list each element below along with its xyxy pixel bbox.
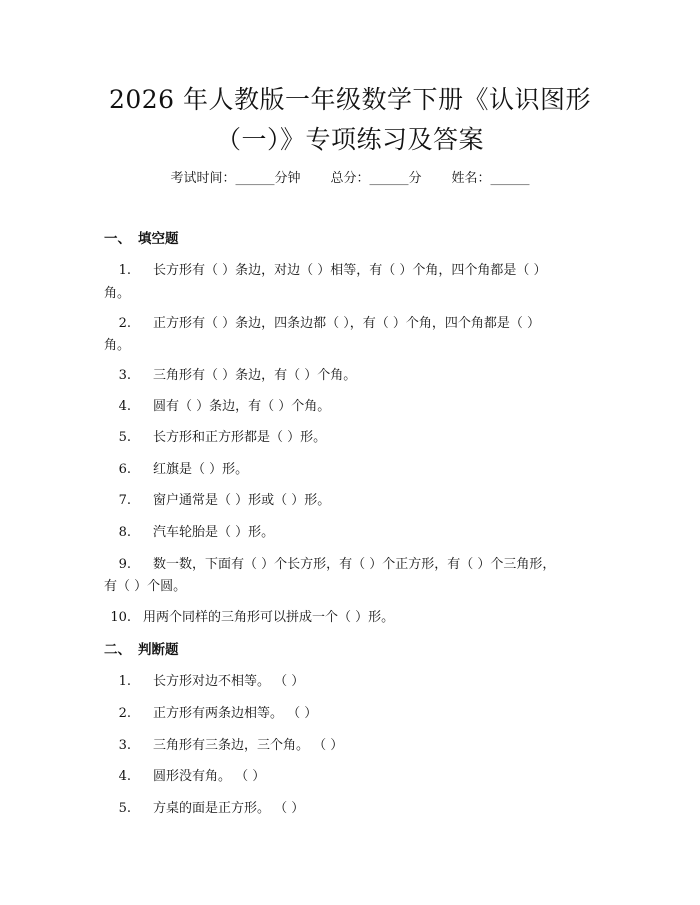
question-text: 长方形有（ ）条边，对边（ ）相等，有（ ）个角，四个角都是（ ）: [153, 263, 547, 278]
exam-total-score: 总分：______分: [330, 171, 422, 186]
question-item: [104, 367, 356, 385]
question-text: 汽车轮胎是（ ）形。: [153, 525, 275, 540]
question-item: [104, 705, 317, 723]
exam-student-name: 姓名：______: [451, 171, 530, 186]
question-number: 4.: [118, 399, 131, 414]
exam-time: 考试时间：______分钟: [170, 171, 301, 186]
section-title: 填空题: [138, 231, 179, 247]
question-number: 6.: [118, 462, 131, 477]
question-text: 长方形和正方形都是（ ）形。: [153, 430, 327, 445]
question-text-continued: 有（ ）个圆。: [104, 579, 187, 594]
question-text: 用两个同样的三角形可以拼成一个（ ）形。: [143, 610, 395, 625]
question-item: [104, 315, 540, 333]
question-number: 3.: [118, 368, 131, 383]
question-number: 5.: [118, 801, 131, 816]
section-number: 一、: [104, 231, 131, 247]
exam-info: [0, 170, 700, 188]
question-item: [104, 737, 343, 755]
question-text: 圆形没有角。 （ ）: [153, 769, 266, 784]
question-text-continued: 角。: [104, 286, 131, 301]
question-number: 10.: [110, 610, 131, 625]
section-number: 二、: [104, 642, 131, 658]
question-text: 方桌的面是正方形。 （ ）: [153, 801, 305, 816]
question-number: 2.: [118, 706, 131, 721]
question-number: 1.: [118, 674, 131, 689]
question-item: [104, 429, 326, 447]
question-item: [104, 800, 304, 818]
question-number: 9.: [118, 557, 131, 572]
question-text: 数一数，下面有（ ）个长方形，有（ ）个正方形，有（ ）个三角形，: [153, 557, 556, 572]
question-text: 三角形有（ ）条边，有（ ）个角。: [153, 368, 357, 383]
document-title-line-2: （一）》专项练习及答案: [215, 125, 484, 154]
section-heading-true-false: [104, 641, 179, 659]
question-text: 长方形对边不相等。 （ ）: [153, 674, 305, 689]
question-number: 8.: [118, 525, 131, 540]
question-item: [104, 556, 555, 574]
question-item: [104, 768, 265, 786]
question-number: 1.: [118, 263, 131, 278]
question-number: 2.: [118, 316, 131, 331]
question-item: [104, 262, 547, 280]
question-item: [104, 398, 330, 416]
question-text: 三角形有三条边，三个角。 （ ）: [153, 738, 344, 753]
section-title: 判断题: [138, 642, 179, 658]
question-text: 窗户通常是（ ）形或（ ）形。: [153, 493, 331, 508]
question-number: 4.: [118, 769, 131, 784]
question-number: 7.: [118, 493, 131, 508]
question-item: [104, 524, 274, 542]
question-item: [104, 609, 394, 627]
document-title-line-1: 2026 年人教版一年级数学下册《认识图形: [108, 85, 592, 114]
question-text: 正方形有两条边相等。 （ ）: [153, 706, 318, 721]
question-item: [104, 461, 248, 479]
question-number: 3.: [118, 738, 131, 753]
question-text: 红旗是（ ）形。: [153, 462, 249, 477]
section-heading-fill-in: [104, 230, 179, 248]
question-text-continued: 角。: [104, 338, 131, 353]
question-item: [104, 673, 304, 691]
question-text: 圆有（ ）条边，有（ ）个角。: [153, 399, 331, 414]
question-item: [104, 492, 330, 510]
question-number: 5.: [118, 430, 131, 445]
question-text: 正方形有（ ）条边，四条边都（ ），有（ ）个角，四个角都是（ ）: [153, 316, 541, 331]
